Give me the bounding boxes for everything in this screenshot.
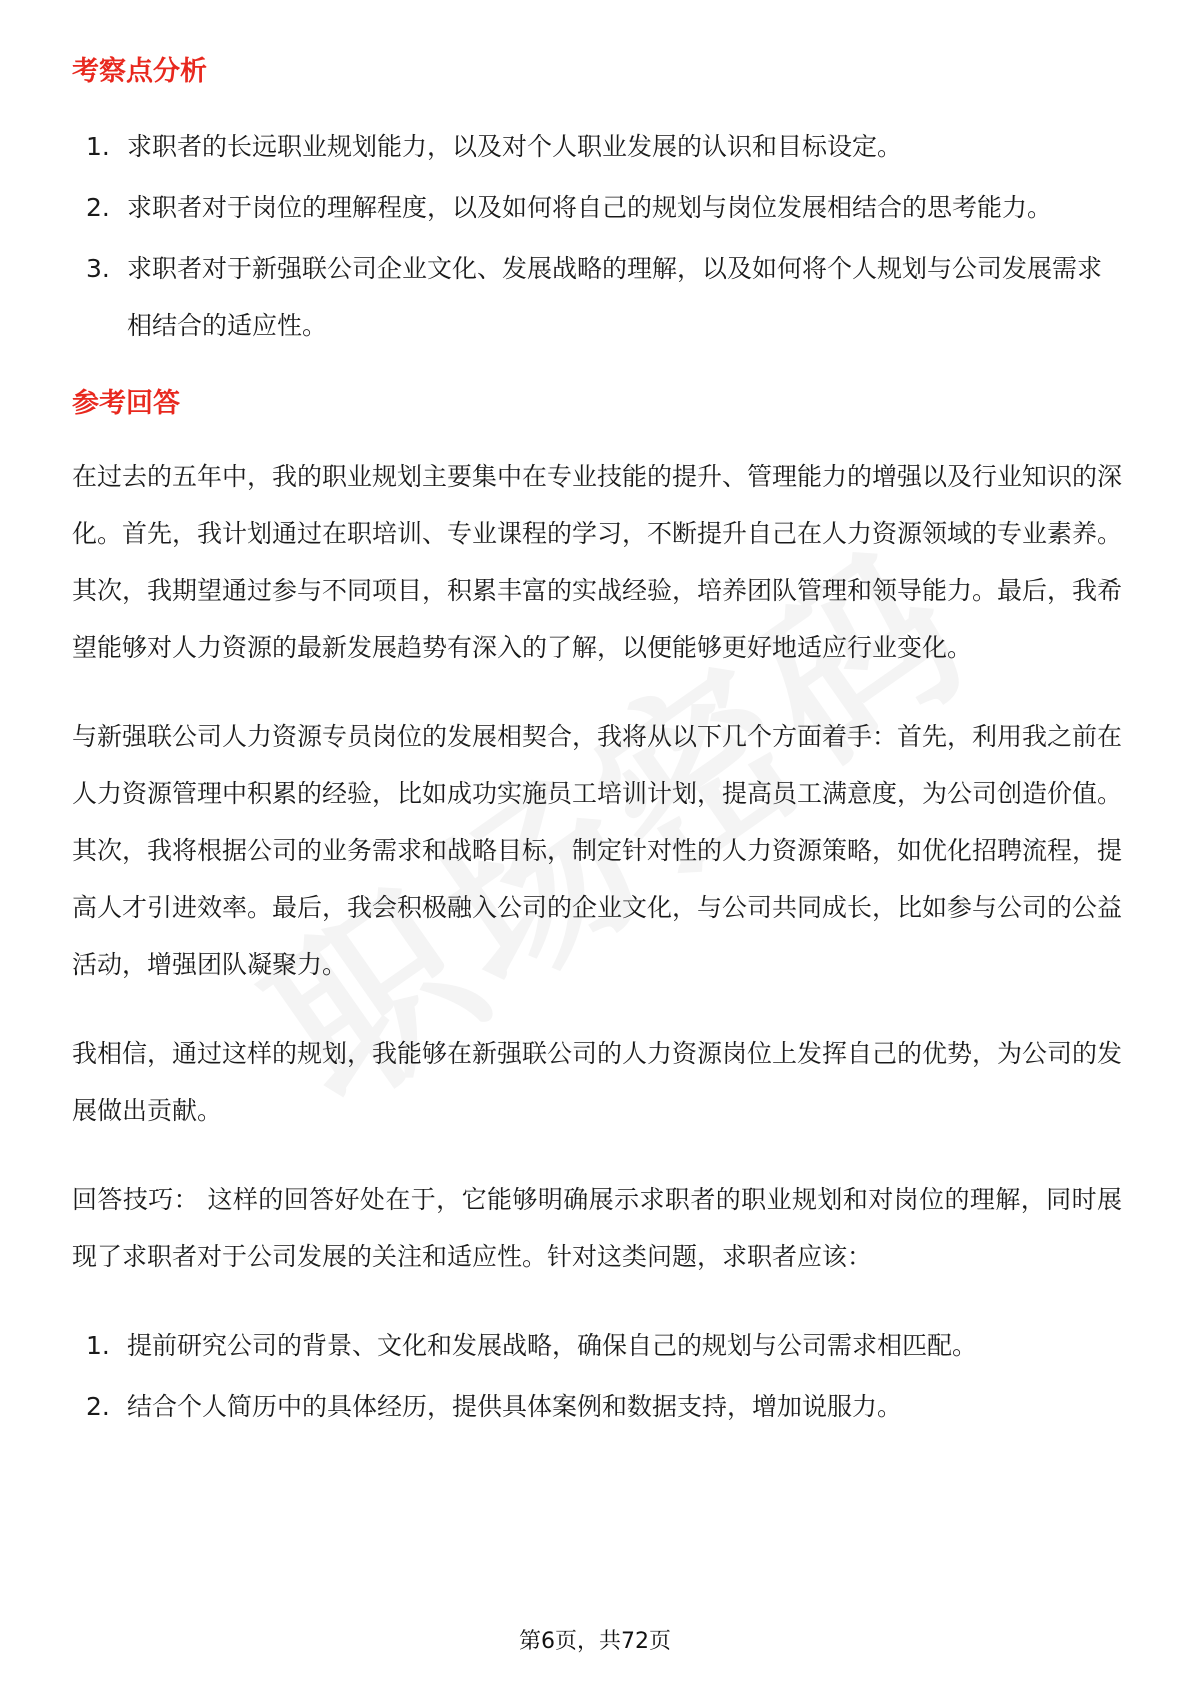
list-item	[72, 179, 1122, 236]
list-item-text: 提前研究公司的背景、文化和发展战略，确保自己的规划与公司需求相匹配。	[127, 1331, 978, 1360]
tips-paragraph: 回答技巧： 这样的回答好处在于，它能够明确展示求职者的职业规划和对岗位的理解，同时展现了求职者对于公司发展的关注和适应性。针对这类问题，求职者应该：	[72, 1185, 1122, 1271]
list-item-text: 求职者对于新强联公司企业文化、发展战略的理解，以及如何将个人规划与公司发展需求相结合的适应性。	[127, 254, 1103, 340]
list-item-number: 1.	[86, 132, 110, 161]
list-item-number: 1.	[86, 1331, 110, 1360]
answer-heading: 参考回答	[72, 388, 180, 419]
tips-list	[72, 1317, 1122, 1435]
list-item-number: 3.	[86, 254, 110, 283]
answer-paragraph: 在过去的五年中，我的职业规划主要集中在专业技能的提升、管理能力的增强以及行业知识的深化。首先，我计划通过在职培训、专业课程的学习，不断提升自己在人力资源领域的专业素养。其次，我期望通过参与不同项目，积累丰富的实战经验，培养团队管理和领导能力。最后，我希望能够对人力资源的最新发展趋势有深入的了解，以便能够更好地适应行业变化。	[72, 462, 1123, 662]
answer-paragraph: 我相信，通过这样的规划，我能够在新强联公司的人力资源岗位上发挥自己的优势，为公司的发展做出贡献。	[72, 1039, 1123, 1125]
analysis-list	[72, 118, 1122, 354]
answer-paragraph: 与新强联公司人力资源专员岗位的发展相契合，我将从以下几个方面着手：首先，利用我之前在人力资源管理中积累的经验，比如成功实施员工培训计划，提高员工满意度，为公司创造价值。其次，我将根据公司的业务需求和战略目标，制定针对性的人力资源策略，如优化招聘流程，提高人才引进效率。最后，我会积极融入公司的企业文化，与公司共同成长，比如参与公司的公益活动，增强团队凝聚力。	[72, 722, 1123, 979]
list-item	[72, 240, 1122, 354]
list-item-text: 求职者对于岗位的理解程度，以及如何将自己的规划与岗位发展相结合的思考能力。	[127, 193, 1053, 222]
list-item-number: 2.	[86, 193, 110, 222]
analysis-heading: 考察点分析	[72, 56, 207, 87]
list-item	[72, 1317, 1122, 1374]
list-item-number: 2.	[86, 1392, 110, 1421]
page-content	[72, 42, 1122, 1439]
list-item	[72, 1378, 1122, 1435]
list-item	[72, 118, 1122, 175]
list-item-text: 结合个人简历中的具体经历，提供具体案例和数据支持，增加说服力。	[127, 1392, 903, 1421]
list-item-text: 求职者的长远职业规划能力，以及对个人职业发展的认识和目标设定。	[127, 132, 903, 161]
page-number: 第6页，共72页	[519, 1629, 671, 1654]
